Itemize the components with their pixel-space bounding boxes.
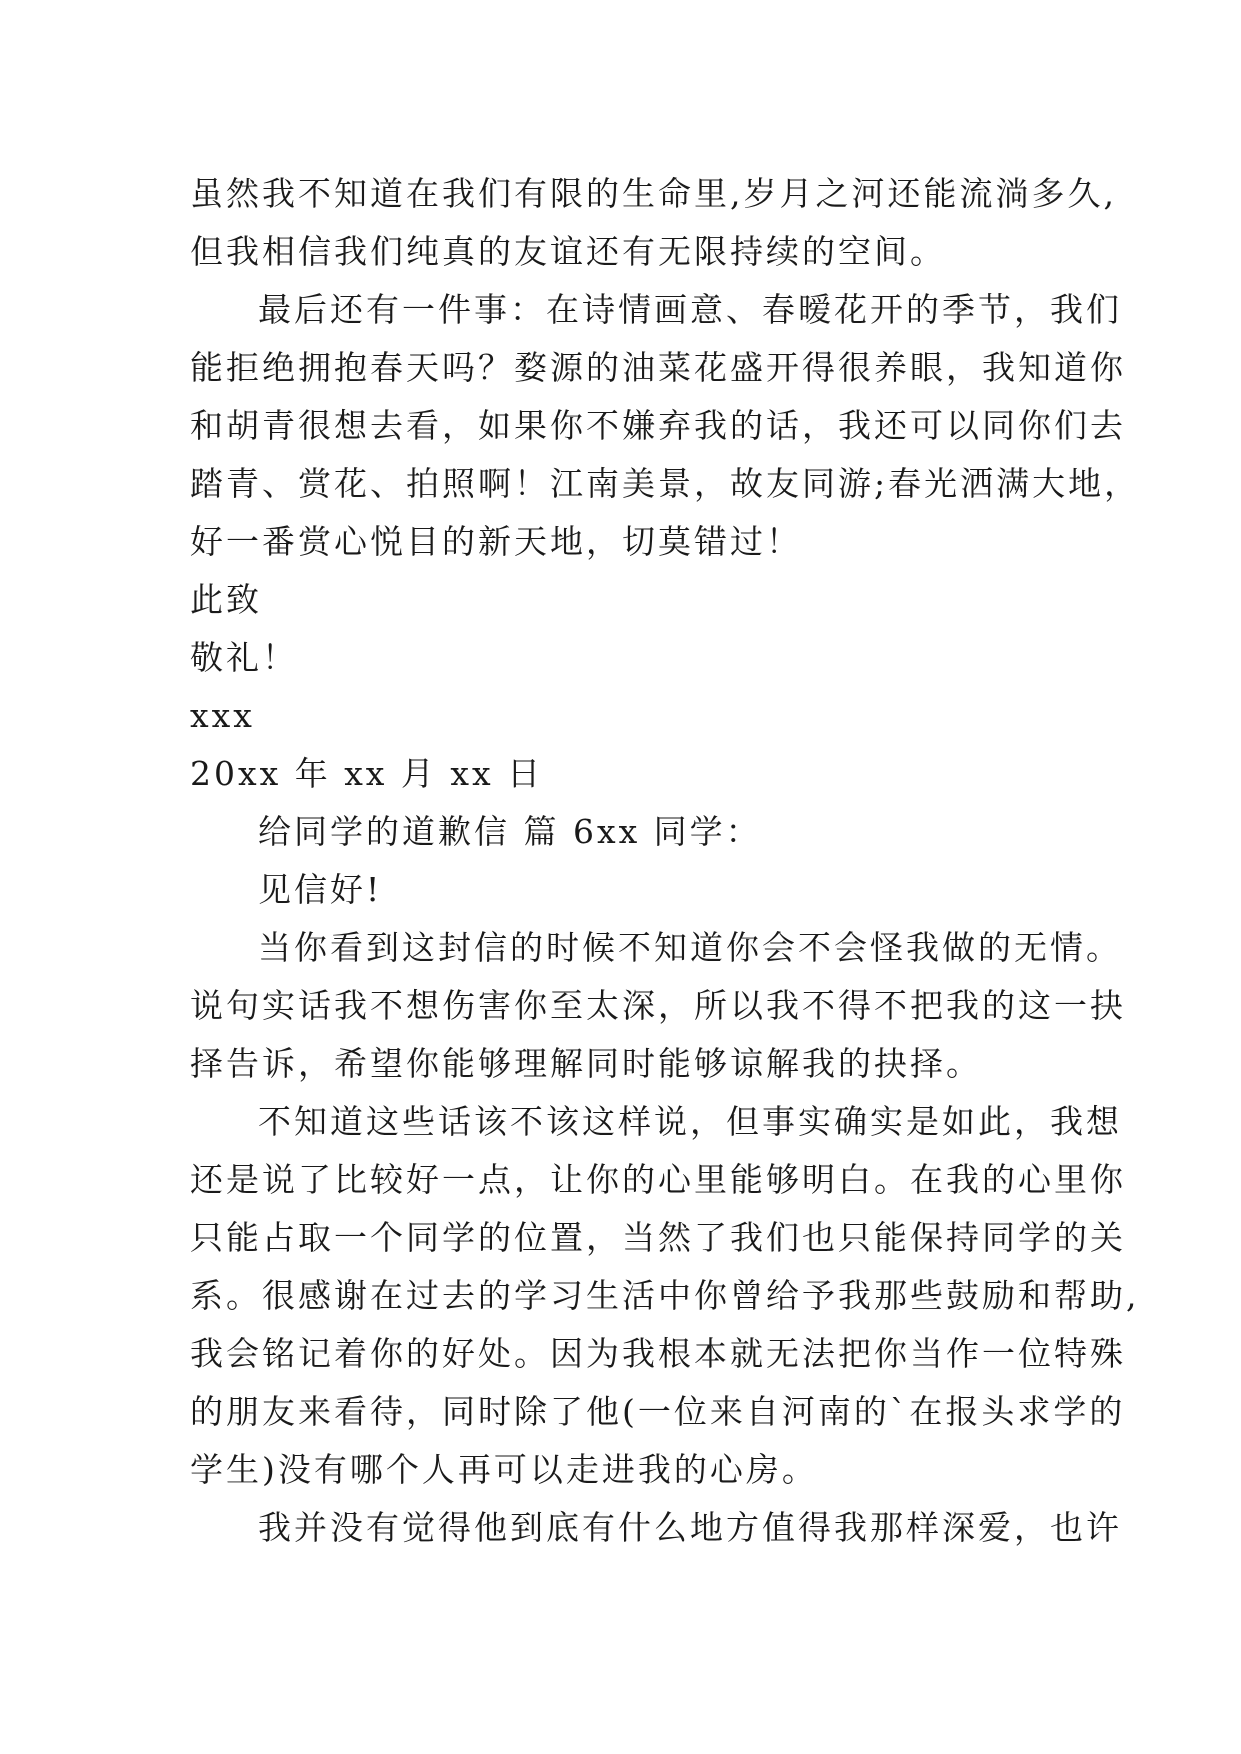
text-line: 见信好! [258,870,383,909]
text-line: 我并没有觉得他到底有什么地方值得我那样深爱，也许 [258,1508,1122,1547]
text-line: 此致 [190,580,262,619]
text-line: 不知道这些话该不该这样说，但事实确实是如此，我想 [258,1102,1122,1141]
text-line: 能拒绝拥抱春天吗？婺源的油菜花盛开得很养眼，我知道你 [190,348,1126,387]
text-line: xxx [190,696,255,735]
text-line: 当你看到这封信的时候不知道你会不会怪我做的无情。 [258,928,1122,967]
letter-body [190,165,1141,1557]
text-line: 择告诉，希望你能够理解同时能够谅解我的抉择。 [190,1044,982,1083]
text-line: 给同学的道歉信 篇 6xx 同学： [258,812,762,851]
text-line: 说句实话我不想伤害你至太深，所以我不得不把我的这一抉 [190,986,1126,1025]
text-line: 最后还有一件事：在诗情画意、春暧花开的季节，我们 [258,290,1122,329]
text-line: 和胡青很想去看，如果你不嫌弃我的话，我还可以同你们去 [190,406,1126,445]
text-line: 我会铭记着你的好处。因为我根本就无法把你当作一位特殊 [190,1334,1126,1373]
text-line: 好一番赏心悦目的新天地，切莫错过！ [190,522,802,561]
text-line: 只能占取一个同学的位置，当然了我们也只能保持同学的关 [190,1218,1126,1257]
text-line: 20xx 年 xx 月 xx 日 [190,754,544,793]
text-line: 学生)没有哪个人再可以走进我的心房。 [190,1450,818,1489]
text-line: 敬礼！ [190,638,298,677]
text-line: 踏青、赏花、拍照啊！江南美景，故友同游;春光洒满大地， [190,464,1141,503]
text-line: 的朋友来看待，同时除了他(一位来自河南的`在报头求学的 [190,1392,1126,1431]
text-line: 虽然我不知道在我们有限的生命里,岁月之河还能流淌多久, [190,174,1117,213]
text-line: 系。很感谢在过去的学习生活中你曾给予我那些鼓励和帮助, [190,1276,1140,1315]
text-line: 但我相信我们纯真的友谊还有无限持续的空间。 [190,232,946,271]
text-line: 还是说了比较好一点，让你的心里能够明白。在我的心里你 [190,1160,1126,1199]
